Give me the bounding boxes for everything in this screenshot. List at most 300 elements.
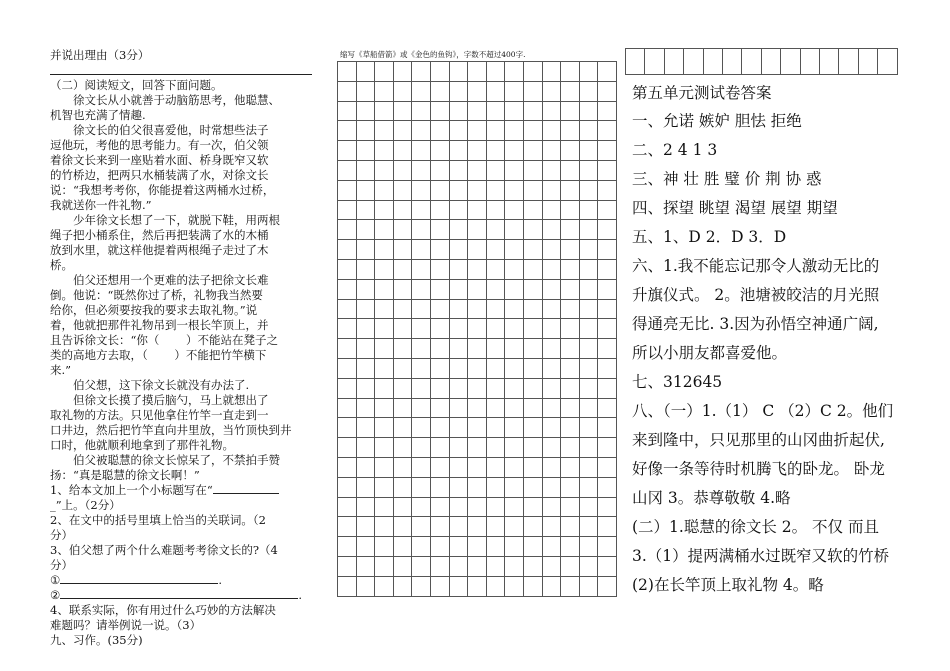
grid-cell[interactable] <box>467 477 487 498</box>
grid-cell[interactable] <box>449 140 469 161</box>
grid-cell[interactable] <box>542 457 562 478</box>
grid-cell[interactable] <box>597 61 617 82</box>
grid-cell[interactable] <box>597 279 617 300</box>
grid-cell[interactable] <box>449 81 469 102</box>
grid-cell[interactable] <box>560 239 580 260</box>
grid-cell[interactable] <box>337 239 357 260</box>
grid-cell[interactable] <box>430 516 450 537</box>
grid-cell[interactable] <box>523 556 543 577</box>
grid-cell[interactable] <box>430 160 450 181</box>
grid-cell[interactable] <box>523 299 543 320</box>
grid-cell[interactable] <box>542 180 562 201</box>
grid-cell[interactable] <box>374 299 394 320</box>
grid-cell[interactable] <box>411 417 431 438</box>
grid-cell[interactable] <box>579 180 599 201</box>
grid-cell[interactable] <box>356 140 376 161</box>
grid-cell[interactable] <box>523 259 543 280</box>
grid-cell[interactable] <box>374 61 394 82</box>
grid-cell[interactable] <box>449 556 469 577</box>
grid-cell[interactable] <box>430 219 450 240</box>
grid-cell[interactable] <box>542 576 562 597</box>
grid-cell[interactable] <box>393 338 413 359</box>
grid-cell[interactable] <box>393 457 413 478</box>
grid-cell[interactable] <box>486 497 506 518</box>
grid-cell[interactable] <box>430 279 450 300</box>
grid-cell[interactable] <box>523 140 543 161</box>
grid-cell[interactable] <box>374 318 394 339</box>
grid-cell[interactable] <box>449 437 469 458</box>
grid-cell[interactable] <box>356 120 376 141</box>
grid-cell[interactable] <box>504 299 524 320</box>
grid-cell[interactable] <box>356 417 376 438</box>
grid-cell[interactable] <box>486 358 506 379</box>
grid-cell[interactable] <box>597 219 617 240</box>
grid-cell[interactable] <box>504 556 524 577</box>
grid-cell[interactable] <box>430 101 450 122</box>
grid-cell[interactable] <box>597 417 617 438</box>
grid-cell[interactable] <box>542 378 562 399</box>
grid-cell[interactable] <box>449 239 469 260</box>
grid-cell[interactable] <box>449 358 469 379</box>
grid-cell[interactable] <box>523 180 543 201</box>
grid-cell[interactable] <box>374 457 394 478</box>
grid-cell[interactable] <box>560 338 580 359</box>
grid-cell[interactable] <box>523 318 543 339</box>
grid-cell[interactable] <box>430 457 450 478</box>
grid-cell[interactable] <box>523 81 543 102</box>
grid-cell[interactable] <box>486 200 506 221</box>
grid-cell[interactable] <box>337 398 357 419</box>
grid-cell[interactable] <box>504 576 524 597</box>
grid-cell[interactable] <box>579 279 599 300</box>
grid-cell[interactable] <box>597 358 617 379</box>
grid-cell[interactable] <box>597 318 617 339</box>
grid-cell[interactable] <box>337 160 357 181</box>
grid-cell[interactable] <box>449 477 469 498</box>
grid-cell[interactable] <box>393 358 413 379</box>
grid-cell[interactable] <box>504 81 524 102</box>
grid-cell[interactable] <box>356 239 376 260</box>
grid-cell[interactable] <box>430 398 450 419</box>
grid-cell[interactable] <box>467 556 487 577</box>
grid-cell[interactable] <box>523 417 543 438</box>
grid-cell[interactable] <box>560 497 580 518</box>
grid-cell[interactable] <box>504 160 524 181</box>
grid-cell[interactable] <box>579 318 599 339</box>
grid-cell[interactable] <box>560 358 580 379</box>
grid-cell[interactable] <box>411 81 431 102</box>
grid-cell[interactable] <box>504 259 524 280</box>
grid-cell[interactable] <box>411 358 431 379</box>
grid-cell[interactable] <box>579 358 599 379</box>
grid-cell[interactable] <box>579 140 599 161</box>
grid-cell[interactable] <box>337 259 357 280</box>
grid-cell[interactable] <box>486 437 506 458</box>
grid-cell[interactable] <box>486 140 506 161</box>
grid-cell[interactable] <box>579 398 599 419</box>
grid-cell[interactable] <box>411 477 431 498</box>
grid-cell[interactable] <box>504 516 524 537</box>
grid-cell[interactable] <box>542 358 562 379</box>
grid-cell[interactable] <box>356 299 376 320</box>
grid-cell[interactable] <box>374 477 394 498</box>
grid-cell[interactable] <box>411 576 431 597</box>
grid-cell[interactable] <box>393 437 413 458</box>
grid-cell[interactable] <box>579 536 599 557</box>
grid-cell[interactable] <box>597 140 617 161</box>
grid-cell[interactable] <box>356 398 376 419</box>
grid-cell[interactable] <box>374 417 394 438</box>
grid-cell[interactable] <box>579 219 599 240</box>
grid-cell[interactable] <box>449 318 469 339</box>
grid-cell[interactable] <box>560 398 580 419</box>
grid-cell[interactable] <box>374 497 394 518</box>
grid-cell[interactable] <box>393 417 413 438</box>
grid-cell[interactable] <box>337 477 357 498</box>
grid-cell[interactable] <box>486 318 506 339</box>
grid-cell[interactable] <box>579 437 599 458</box>
grid-cell[interactable] <box>579 259 599 280</box>
grid-cell[interactable] <box>467 81 487 102</box>
grid-cell[interactable] <box>449 279 469 300</box>
grid-cell[interactable] <box>467 259 487 280</box>
grid-cell[interactable] <box>504 338 524 359</box>
grid-cell[interactable] <box>560 180 580 201</box>
grid-cell[interactable] <box>542 101 562 122</box>
grid-cell[interactable] <box>523 160 543 181</box>
grid-cell[interactable] <box>579 81 599 102</box>
grid-cell[interactable] <box>560 259 580 280</box>
grid-cell[interactable] <box>542 140 562 161</box>
grid-cell[interactable] <box>411 437 431 458</box>
grid-cell[interactable] <box>449 120 469 141</box>
grid-cell[interactable] <box>579 299 599 320</box>
grid-cell[interactable] <box>542 160 562 181</box>
grid-cell[interactable] <box>579 516 599 537</box>
grid-cell[interactable] <box>374 160 394 181</box>
grid-cell[interactable] <box>411 279 431 300</box>
grid-cell[interactable] <box>430 61 450 82</box>
grid-cell[interactable] <box>393 219 413 240</box>
grid-cell[interactable] <box>411 180 431 201</box>
grid-cell[interactable] <box>486 180 506 201</box>
grid-cell[interactable] <box>486 61 506 82</box>
grid-cell[interactable] <box>523 477 543 498</box>
grid-cell[interactable] <box>411 140 431 161</box>
grid-cell[interactable] <box>597 338 617 359</box>
grid-cell[interactable] <box>430 140 450 161</box>
grid-cell[interactable] <box>486 556 506 577</box>
grid-cell[interactable] <box>356 101 376 122</box>
grid-cell[interactable] <box>486 120 506 141</box>
grid-cell[interactable] <box>374 279 394 300</box>
grid-cell[interactable] <box>579 457 599 478</box>
grid-cell[interactable] <box>467 358 487 379</box>
grid-cell[interactable] <box>374 358 394 379</box>
grid-cell[interactable] <box>560 101 580 122</box>
grid-cell[interactable] <box>374 338 394 359</box>
grid-cell[interactable] <box>356 318 376 339</box>
grid-cell[interactable] <box>523 358 543 379</box>
grid-cell[interactable] <box>374 239 394 260</box>
grid-cell[interactable] <box>356 81 376 102</box>
grid-cell[interactable] <box>374 437 394 458</box>
grid-cell[interactable] <box>393 140 413 161</box>
grid-cell[interactable] <box>393 536 413 557</box>
grid-cell[interactable] <box>393 61 413 82</box>
grid-cell[interactable] <box>486 417 506 438</box>
grid-cell[interactable] <box>449 61 469 82</box>
grid-cell[interactable] <box>597 200 617 221</box>
grid-cell[interactable] <box>467 457 487 478</box>
grid-cell[interactable] <box>467 398 487 419</box>
grid-cell[interactable] <box>542 398 562 419</box>
grid-cell[interactable] <box>504 200 524 221</box>
grid-cell[interactable] <box>597 437 617 458</box>
grid-cell[interactable] <box>393 101 413 122</box>
grid-cell[interactable] <box>449 457 469 478</box>
grid-cell[interactable] <box>393 516 413 537</box>
grid-cell[interactable] <box>337 61 357 82</box>
grid-cell[interactable] <box>449 516 469 537</box>
grid-cell[interactable] <box>411 457 431 478</box>
grid-cell[interactable] <box>504 140 524 161</box>
grid-cell[interactable] <box>597 378 617 399</box>
grid-cell[interactable] <box>467 160 487 181</box>
grid-cell[interactable] <box>523 497 543 518</box>
grid-cell[interactable] <box>597 239 617 260</box>
grid-cell[interactable] <box>356 180 376 201</box>
grid-cell[interactable] <box>597 576 617 597</box>
grid-cell[interactable] <box>597 120 617 141</box>
grid-cell[interactable] <box>467 299 487 320</box>
grid-cell[interactable] <box>486 516 506 537</box>
grid-cell[interactable] <box>356 61 376 82</box>
grid-cell[interactable] <box>579 417 599 438</box>
grid-cell[interactable] <box>486 259 506 280</box>
grid-cell[interactable] <box>560 417 580 438</box>
grid-cell[interactable] <box>467 219 487 240</box>
grid-cell[interactable] <box>430 299 450 320</box>
grid-cell[interactable] <box>523 120 543 141</box>
grid-cell[interactable] <box>597 81 617 102</box>
grid-cell[interactable] <box>486 299 506 320</box>
grid-cell[interactable] <box>486 398 506 419</box>
grid-cell[interactable] <box>393 398 413 419</box>
grid-cell[interactable] <box>411 556 431 577</box>
grid-cell[interactable] <box>467 101 487 122</box>
grid-cell[interactable] <box>560 318 580 339</box>
grid-cell[interactable] <box>411 61 431 82</box>
grid-cell[interactable] <box>393 239 413 260</box>
grid-cell[interactable] <box>337 81 357 102</box>
grid-cell[interactable] <box>523 516 543 537</box>
grid-cell[interactable] <box>374 556 394 577</box>
grid-cell[interactable] <box>579 200 599 221</box>
grid-cell[interactable] <box>393 497 413 518</box>
grid-cell[interactable] <box>560 457 580 478</box>
grid-cell[interactable] <box>374 200 394 221</box>
grid-cell[interactable] <box>356 279 376 300</box>
grid-cell[interactable] <box>560 120 580 141</box>
grid-cell[interactable] <box>542 61 562 82</box>
grid-cell[interactable] <box>337 378 357 399</box>
grid-cell[interactable] <box>411 219 431 240</box>
grid-cell[interactable] <box>467 279 487 300</box>
grid-cell[interactable] <box>597 180 617 201</box>
grid-cell[interactable] <box>579 101 599 122</box>
grid-cell[interactable] <box>467 576 487 597</box>
grid-cell[interactable] <box>467 437 487 458</box>
grid-cell[interactable] <box>393 279 413 300</box>
grid-cell[interactable] <box>486 338 506 359</box>
grid-cell[interactable] <box>486 279 506 300</box>
grid-cell[interactable] <box>579 61 599 82</box>
grid-cell[interactable] <box>411 160 431 181</box>
grid-cell[interactable] <box>560 219 580 240</box>
grid-cell[interactable] <box>579 160 599 181</box>
grid-cell[interactable] <box>560 279 580 300</box>
grid-cell[interactable] <box>449 417 469 438</box>
grid-cell[interactable] <box>504 477 524 498</box>
grid-cell[interactable] <box>542 437 562 458</box>
grid-cell[interactable] <box>560 477 580 498</box>
grid-cell[interactable] <box>449 180 469 201</box>
grid-cell[interactable] <box>542 299 562 320</box>
grid-cell[interactable] <box>486 477 506 498</box>
grid-cell[interactable] <box>449 299 469 320</box>
grid-cell[interactable] <box>374 398 394 419</box>
grid-cell[interactable] <box>523 61 543 82</box>
grid-cell[interactable] <box>430 477 450 498</box>
grid-cell[interactable] <box>504 180 524 201</box>
grid-cell[interactable] <box>579 556 599 577</box>
grid-cell[interactable] <box>542 259 562 280</box>
grid-cell[interactable] <box>356 259 376 280</box>
grid-cell[interactable] <box>597 259 617 280</box>
grid-cell[interactable] <box>467 239 487 260</box>
grid-cell[interactable] <box>337 338 357 359</box>
grid-cell[interactable] <box>393 180 413 201</box>
grid-cell[interactable] <box>486 101 506 122</box>
grid-cell[interactable] <box>337 576 357 597</box>
grid-cell[interactable] <box>449 497 469 518</box>
grid-cell[interactable] <box>560 516 580 537</box>
grid-cell[interactable] <box>337 140 357 161</box>
grid-cell[interactable] <box>597 477 617 498</box>
grid-cell[interactable] <box>411 318 431 339</box>
grid-cell[interactable] <box>449 219 469 240</box>
grid-cell[interactable] <box>542 477 562 498</box>
grid-cell[interactable] <box>411 378 431 399</box>
grid-cell[interactable] <box>504 61 524 82</box>
grid-cell[interactable] <box>504 120 524 141</box>
grid-cell[interactable] <box>486 576 506 597</box>
grid-cell[interactable] <box>467 338 487 359</box>
grid-cell[interactable] <box>449 378 469 399</box>
grid-cell[interactable] <box>542 318 562 339</box>
grid-cell[interactable] <box>411 239 431 260</box>
grid-cell[interactable] <box>393 200 413 221</box>
grid-cell[interactable] <box>486 160 506 181</box>
grid-cell[interactable] <box>356 556 376 577</box>
grid-cell[interactable] <box>411 536 431 557</box>
title-blank[interactable] <box>213 493 279 494</box>
grid-cell[interactable] <box>337 180 357 201</box>
grid-cell[interactable] <box>523 219 543 240</box>
grid-cell[interactable] <box>337 318 357 339</box>
grid-cell[interactable] <box>393 556 413 577</box>
grid-cell[interactable] <box>560 576 580 597</box>
grid-cell[interactable] <box>430 358 450 379</box>
grid-cell[interactable] <box>504 279 524 300</box>
grid-cell[interactable] <box>337 101 357 122</box>
grid-cell[interactable] <box>449 101 469 122</box>
grid-cell[interactable] <box>411 101 431 122</box>
grid-cell[interactable] <box>393 299 413 320</box>
grid-cell[interactable] <box>504 219 524 240</box>
grid-cell[interactable] <box>579 120 599 141</box>
grid-cell[interactable] <box>542 200 562 221</box>
grid-cell[interactable] <box>523 200 543 221</box>
grid-cell[interactable] <box>411 516 431 537</box>
grid-cell[interactable] <box>356 576 376 597</box>
grid-cell[interactable] <box>356 536 376 557</box>
grid-cell[interactable] <box>393 120 413 141</box>
grid-cell[interactable] <box>597 160 617 181</box>
grid-cell[interactable] <box>411 497 431 518</box>
grid-cell[interactable] <box>411 120 431 141</box>
grid-cell[interactable] <box>337 516 357 537</box>
grid-cell[interactable] <box>374 140 394 161</box>
grid-cell[interactable] <box>430 318 450 339</box>
grid-cell[interactable] <box>449 200 469 221</box>
grid-cell[interactable] <box>542 120 562 141</box>
grid-cell[interactable] <box>467 417 487 438</box>
grid-cell[interactable] <box>467 61 487 82</box>
grid-cell[interactable] <box>393 318 413 339</box>
grid-cell[interactable] <box>504 457 524 478</box>
grid-cell[interactable] <box>337 279 357 300</box>
grid-cell[interactable] <box>449 398 469 419</box>
grid-cell[interactable] <box>337 417 357 438</box>
grid-cell[interactable] <box>411 200 431 221</box>
grid-cell[interactable] <box>430 180 450 201</box>
grid-cell[interactable] <box>523 239 543 260</box>
grid-cell[interactable] <box>337 536 357 557</box>
grid-cell[interactable] <box>449 259 469 280</box>
grid-cell[interactable] <box>356 219 376 240</box>
grid-cell[interactable] <box>374 81 394 102</box>
grid-cell[interactable] <box>430 81 450 102</box>
grid-cell[interactable] <box>374 120 394 141</box>
grid-cell[interactable] <box>337 457 357 478</box>
grid-cell[interactable] <box>411 338 431 359</box>
grid-cell[interactable] <box>449 536 469 557</box>
grid-cell[interactable] <box>579 576 599 597</box>
grid-cell[interactable] <box>597 457 617 478</box>
grid-cell[interactable] <box>542 417 562 438</box>
grid-cell[interactable] <box>523 279 543 300</box>
grid-cell[interactable] <box>486 81 506 102</box>
grid-cell[interactable] <box>504 497 524 518</box>
grid-cell[interactable] <box>356 160 376 181</box>
grid-cell[interactable] <box>486 457 506 478</box>
grid-cell[interactable] <box>430 536 450 557</box>
grid-cell[interactable] <box>356 497 376 518</box>
grid-cell[interactable] <box>523 338 543 359</box>
grid-cell[interactable] <box>579 477 599 498</box>
